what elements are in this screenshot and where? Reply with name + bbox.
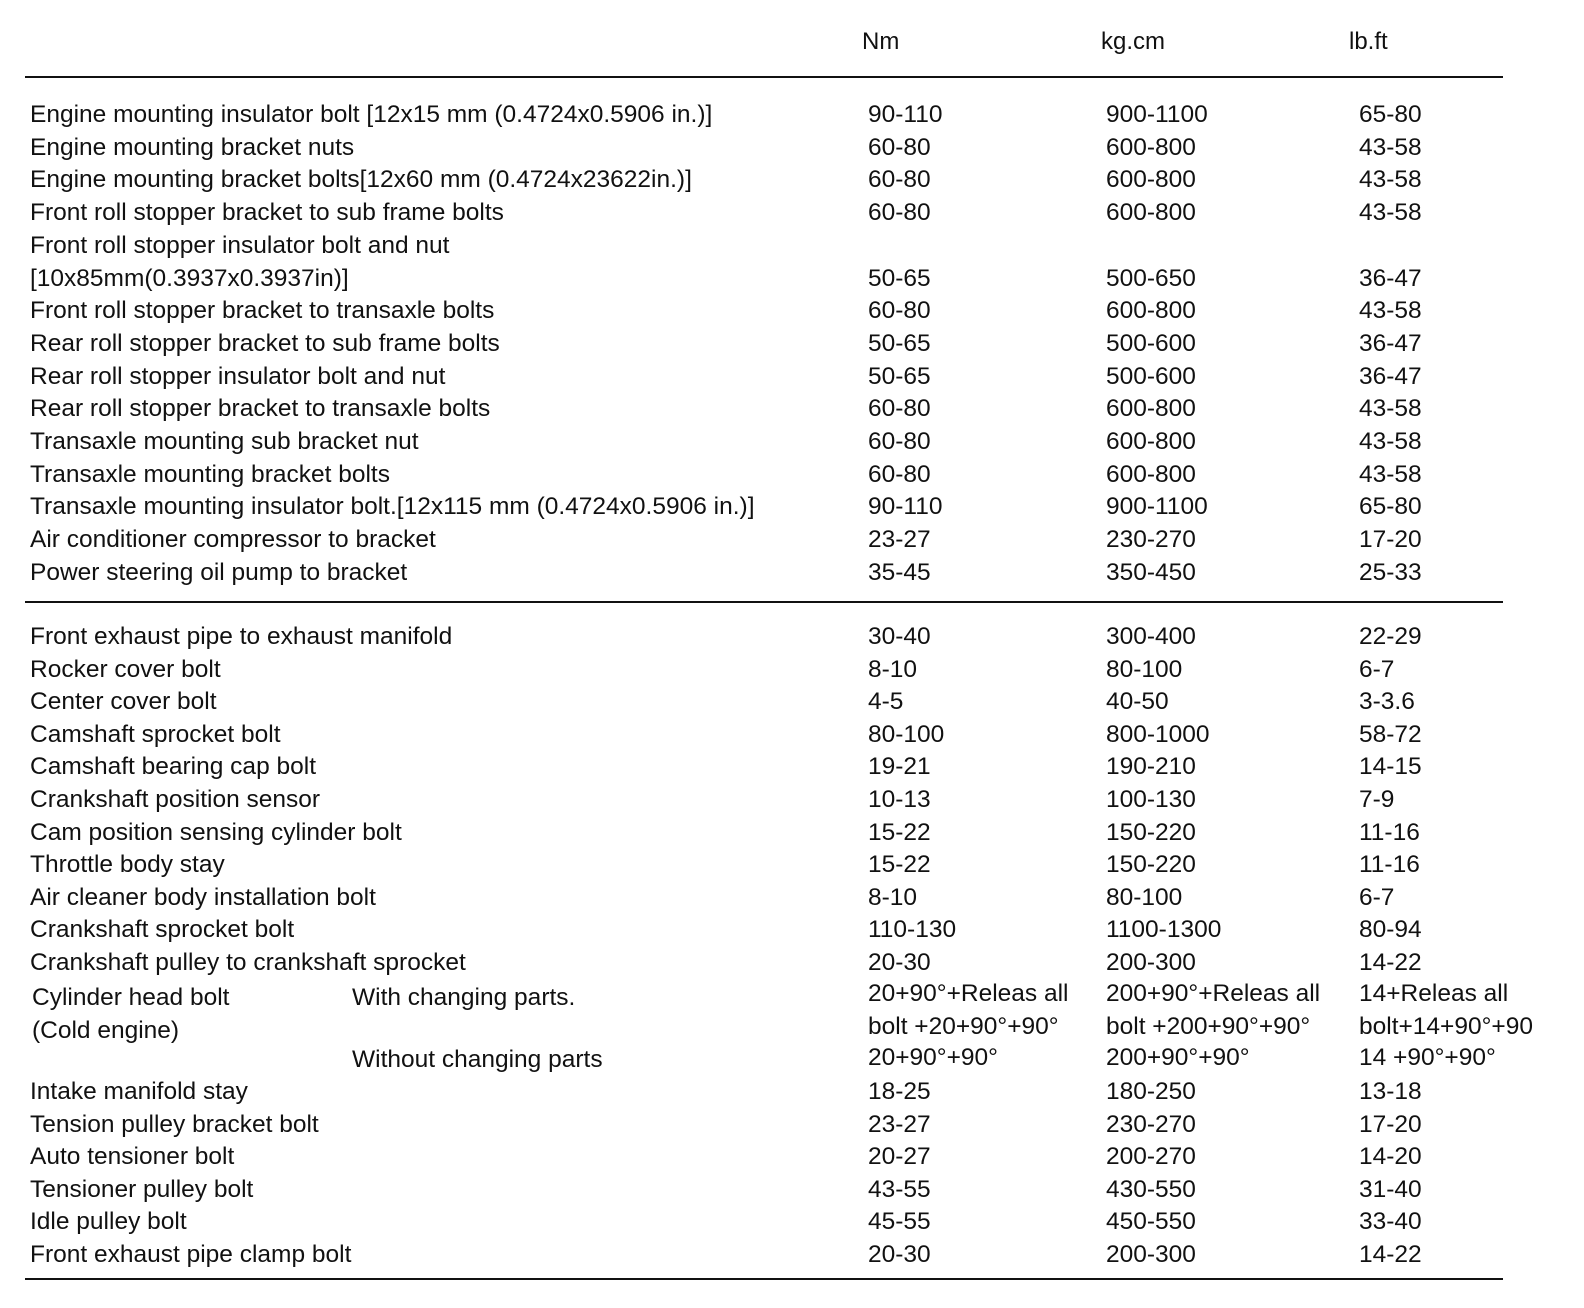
nm-value-cell: 15-22	[868, 818, 931, 846]
lbft-value-cell: 11-16	[1359, 818, 1420, 846]
part-name-cell: Transaxle mounting sub bracket nut	[30, 428, 419, 455]
part-name-cell: Power steering oil pump to bracket	[30, 558, 408, 586]
kgcm-value-cell: 200-300	[1106, 1241, 1196, 1268]
kgcm-value-cell: 1100-1300	[1106, 916, 1222, 944]
table-row	[0, 229, 1584, 262]
part-name-cell: Camshaft sprocket bolt	[30, 720, 281, 748]
part-name-cell: Intake manifold stay	[30, 1078, 248, 1105]
kgcm-value-cell: 150-220	[1106, 818, 1196, 846]
table-row	[0, 1173, 1584, 1206]
table-row	[0, 946, 1584, 979]
kgcm-value-cell: 200-300	[1106, 949, 1196, 976]
kgcm-value-cell: 600-800	[1106, 199, 1196, 227]
table-row	[0, 816, 1584, 849]
kgcm-value-cell: 230-270	[1106, 526, 1196, 554]
kgcm-value-cell: 80-100	[1106, 883, 1183, 911]
part-name-cell: Tensioner pulley bolt	[30, 1175, 254, 1203]
table-row	[0, 718, 1584, 751]
nm-value-cell: 60-80	[868, 166, 931, 194]
nm-value-cell: 20-30	[868, 949, 931, 976]
nm-value-cell: 50-65	[868, 264, 931, 292]
kgcm-value-cell: 900-1100	[1106, 493, 1208, 521]
table-row	[0, 1108, 1584, 1141]
part-name-cell: Crankshaft sprocket bolt	[30, 916, 295, 944]
kgcm-value-cell: 190-210	[1106, 753, 1196, 781]
table-row	[0, 685, 1584, 718]
part-name-cell: Tension pulley bracket bolt	[30, 1110, 319, 1138]
nm-value-cell: 19-21	[868, 753, 931, 781]
without-changing-nm: 20+90°+90°	[868, 1044, 998, 1071]
kgcm-value-cell: 600-800	[1106, 395, 1196, 423]
cold-engine-note: (Cold engine)	[32, 1017, 180, 1044]
table-row	[0, 1238, 1584, 1271]
kgcm-value-cell: 100-130	[1106, 786, 1196, 813]
kgcm-value-cell: 450-550	[1106, 1208, 1196, 1236]
nm-value-cell: 90-110	[868, 101, 943, 128]
nm-value-cell: 30-40	[868, 623, 931, 650]
part-name-cell: Front roll stopper bracket to transaxle bolts	[30, 297, 495, 325]
nm-value-cell: 20-30	[868, 1241, 931, 1268]
kgcm-value-cell: 180-250	[1106, 1078, 1196, 1105]
lbft-value-cell: 17-20	[1359, 1110, 1422, 1138]
part-name-cell: Engine mounting insulator bolt [12x15 mm (0.4724x0.5906 in.)]	[30, 101, 713, 128]
without-changing-lbft: 14 +90°+90°	[1359, 1044, 1496, 1071]
lbft-value-cell: 25-33	[1359, 558, 1422, 586]
header-lbft: lb.ft	[1349, 28, 1388, 55]
nm-value-cell: 15-22	[868, 851, 931, 879]
lbft-value-cell: 36-47	[1359, 329, 1422, 357]
table-row	[0, 327, 1584, 360]
table-row	[0, 262, 1584, 295]
lbft-value-cell: 36-47	[1359, 264, 1422, 292]
kgcm-value-cell: 350-450	[1106, 558, 1196, 586]
lbft-value-cell: 6-7	[1359, 655, 1395, 683]
nm-value-cell: 90-110	[868, 493, 943, 521]
part-name-cell: Air cleaner body installation bolt	[30, 883, 376, 911]
section-divider-rule	[25, 601, 1503, 603]
lbft-value-cell: 17-20	[1359, 526, 1422, 554]
table-row	[0, 1140, 1584, 1173]
nm-value-cell: 43-55	[868, 1175, 931, 1203]
lbft-value-cell: 43-58	[1359, 166, 1422, 194]
cylinder-head-bolt-label: Cylinder head bolt	[32, 984, 230, 1011]
part-name-cell: Crankshaft position sensor	[30, 786, 321, 813]
table-row	[0, 620, 1584, 653]
with-changing-nm-line1: 20+90°+Releas all	[868, 980, 1069, 1007]
lbft-value-cell: 43-58	[1359, 297, 1422, 325]
nm-value-cell: 60-80	[868, 395, 931, 423]
nm-value-cell: 4-5	[868, 688, 904, 716]
lbft-value-cell: 14-15	[1359, 753, 1422, 781]
nm-value-cell: 35-45	[868, 558, 931, 586]
without-changing-kgcm: 200+90°+90°	[1106, 1044, 1250, 1071]
kgcm-value-cell: 500-600	[1106, 329, 1196, 357]
kgcm-value-cell: 600-800	[1106, 166, 1196, 194]
table-row	[0, 196, 1584, 229]
nm-value-cell: 10-13	[868, 786, 931, 813]
table-row	[0, 1075, 1584, 1108]
kgcm-value-cell: 500-650	[1106, 264, 1196, 292]
with-changing-kgcm-line2: bolt +200+90°+90°	[1106, 1013, 1311, 1040]
nm-value-cell: 60-80	[868, 428, 931, 455]
lbft-value-cell: 11-16	[1359, 851, 1420, 879]
with-changing-kgcm-line1: 200+90°+Releas all	[1106, 980, 1321, 1007]
kgcm-value-cell: 600-800	[1106, 460, 1196, 488]
nm-value-cell: 60-80	[868, 460, 931, 488]
with-changing-lbft-line1: 14+Releas all	[1359, 980, 1509, 1007]
part-name-cell: Rocker cover bolt	[30, 655, 221, 683]
kgcm-value-cell: 900-1100	[1106, 101, 1208, 128]
part-name-cell: Throttle body stay	[30, 851, 225, 879]
kgcm-value-cell: 500-600	[1106, 362, 1196, 390]
lbft-value-cell: 43-58	[1359, 460, 1422, 488]
table-bottom-rule	[25, 1278, 1503, 1280]
table-row	[0, 1205, 1584, 1238]
lbft-value-cell: 22-29	[1359, 623, 1422, 650]
without-changing-parts-label: Without changing parts	[352, 1046, 603, 1073]
nm-value-cell: 20-27	[868, 1143, 931, 1171]
lbft-value-cell: 14-22	[1359, 949, 1422, 976]
part-name-cell: Front roll stopper insulator bolt and nut	[30, 231, 450, 259]
part-name-cell: Transaxle mounting bracket bolts	[30, 460, 390, 488]
part-name-cell: Transaxle mounting insulator bolt.[12x115 mm (0.4724x0.5906 in.)]	[30, 493, 755, 521]
table-row	[0, 131, 1584, 164]
lbft-value-cell: 65-80	[1359, 101, 1422, 128]
nm-value-cell: 8-10	[868, 883, 918, 911]
table-row	[0, 881, 1584, 914]
nm-value-cell: 45-55	[868, 1208, 931, 1236]
table-row	[0, 783, 1584, 816]
kgcm-value-cell: 80-100	[1106, 655, 1183, 683]
kgcm-value-cell: 800-1000	[1106, 720, 1210, 748]
lbft-value-cell: 43-58	[1359, 199, 1422, 227]
part-name-cell: Air conditioner compressor to bracket	[30, 526, 436, 554]
table-row	[0, 523, 1584, 556]
lbft-value-cell: 3-3.6	[1359, 688, 1415, 716]
table-row	[0, 163, 1584, 196]
nm-value-cell: 50-65	[868, 362, 931, 390]
part-name-cell: Cam position sensing cylinder bolt	[30, 818, 402, 846]
kgcm-value-cell: 40-50	[1106, 688, 1169, 716]
table-row	[0, 458, 1584, 491]
lbft-value-cell: 14-22	[1359, 1241, 1422, 1268]
table-row	[0, 490, 1584, 523]
with-changing-parts-label: With changing parts.	[352, 984, 576, 1011]
nm-value-cell: 18-25	[868, 1078, 931, 1105]
table-row	[0, 653, 1584, 686]
lbft-value-cell: 43-58	[1359, 133, 1422, 161]
lbft-value-cell: 43-58	[1359, 395, 1422, 423]
lbft-value-cell: 31-40	[1359, 1175, 1422, 1203]
table-row	[0, 848, 1584, 881]
lbft-value-cell: 7-9	[1359, 786, 1395, 813]
lbft-value-cell: 14-20	[1359, 1143, 1422, 1171]
nm-value-cell: 110-130	[868, 916, 957, 944]
lbft-value-cell: 13-18	[1359, 1078, 1422, 1105]
with-changing-nm-line2: bolt +20+90°+90°	[868, 1013, 1059, 1040]
part-name-cell: Front roll stopper bracket to sub frame bolts	[30, 199, 504, 227]
nm-value-cell: 23-27	[868, 1110, 931, 1138]
table-row	[0, 294, 1584, 327]
lbft-value-cell: 43-58	[1359, 428, 1422, 455]
part-name-cell: Rear roll stopper bracket to sub frame bolts	[30, 329, 500, 357]
lbft-value-cell: 65-80	[1359, 493, 1422, 521]
kgcm-value-cell: 300-400	[1106, 623, 1196, 650]
header-nm: Nm	[862, 28, 900, 55]
kgcm-value-cell: 600-800	[1106, 133, 1196, 161]
part-name-cell: Auto tensioner bolt	[30, 1143, 235, 1171]
kgcm-value-cell: 150-220	[1106, 851, 1196, 879]
header-rule	[25, 76, 1503, 78]
lbft-value-cell: 80-94	[1359, 916, 1422, 944]
nm-value-cell: 80-100	[868, 720, 945, 748]
kgcm-value-cell: 200-270	[1106, 1143, 1196, 1171]
part-name-cell: Idle pulley bolt	[30, 1208, 187, 1236]
table-row	[0, 750, 1584, 783]
kgcm-value-cell: 600-800	[1106, 297, 1196, 325]
nm-value-cell: 60-80	[868, 199, 931, 227]
lbft-value-cell: 58-72	[1359, 720, 1422, 748]
nm-value-cell: 8-10	[868, 655, 918, 683]
part-name-cell: Engine mounting bracket bolts[12x60 mm (0.4724x23622in.)]	[30, 166, 692, 194]
table-row	[0, 556, 1584, 589]
lbft-value-cell: 33-40	[1359, 1208, 1422, 1236]
part-name-cell: Center cover bolt	[30, 688, 217, 716]
nm-value-cell: 60-80	[868, 297, 931, 325]
nm-value-cell: 23-27	[868, 526, 931, 554]
table-row	[0, 98, 1584, 131]
header-kgcm: kg.cm	[1101, 28, 1166, 55]
table-row	[0, 392, 1584, 425]
lbft-value-cell: 36-47	[1359, 362, 1422, 390]
part-name-cell: [10x85mm(0.3937x0.3937in)]	[30, 264, 349, 292]
part-name-cell: Engine mounting bracket nuts	[30, 133, 355, 161]
table-row	[0, 360, 1584, 393]
with-changing-lbft-line2: bolt+14+90°+90	[1359, 1013, 1533, 1040]
part-name-cell: Rear roll stopper insulator bolt and nut	[30, 362, 446, 390]
part-name-cell: Crankshaft pulley to crankshaft sprocket	[30, 949, 466, 976]
part-name-cell: Front exhaust pipe clamp bolt	[30, 1241, 352, 1268]
nm-value-cell: 60-80	[868, 133, 931, 161]
table-row	[0, 913, 1584, 946]
kgcm-value-cell: 430-550	[1106, 1175, 1196, 1203]
kgcm-value-cell: 600-800	[1106, 428, 1196, 455]
part-name-cell: Camshaft bearing cap bolt	[30, 753, 316, 781]
part-name-cell: Front exhaust pipe to exhaust manifold	[30, 623, 453, 650]
lbft-value-cell: 6-7	[1359, 883, 1395, 911]
kgcm-value-cell: 230-270	[1106, 1110, 1196, 1138]
part-name-cell: Rear roll stopper bracket to transaxle bolts	[30, 395, 491, 423]
table-row	[0, 425, 1584, 458]
nm-value-cell: 50-65	[868, 329, 931, 357]
